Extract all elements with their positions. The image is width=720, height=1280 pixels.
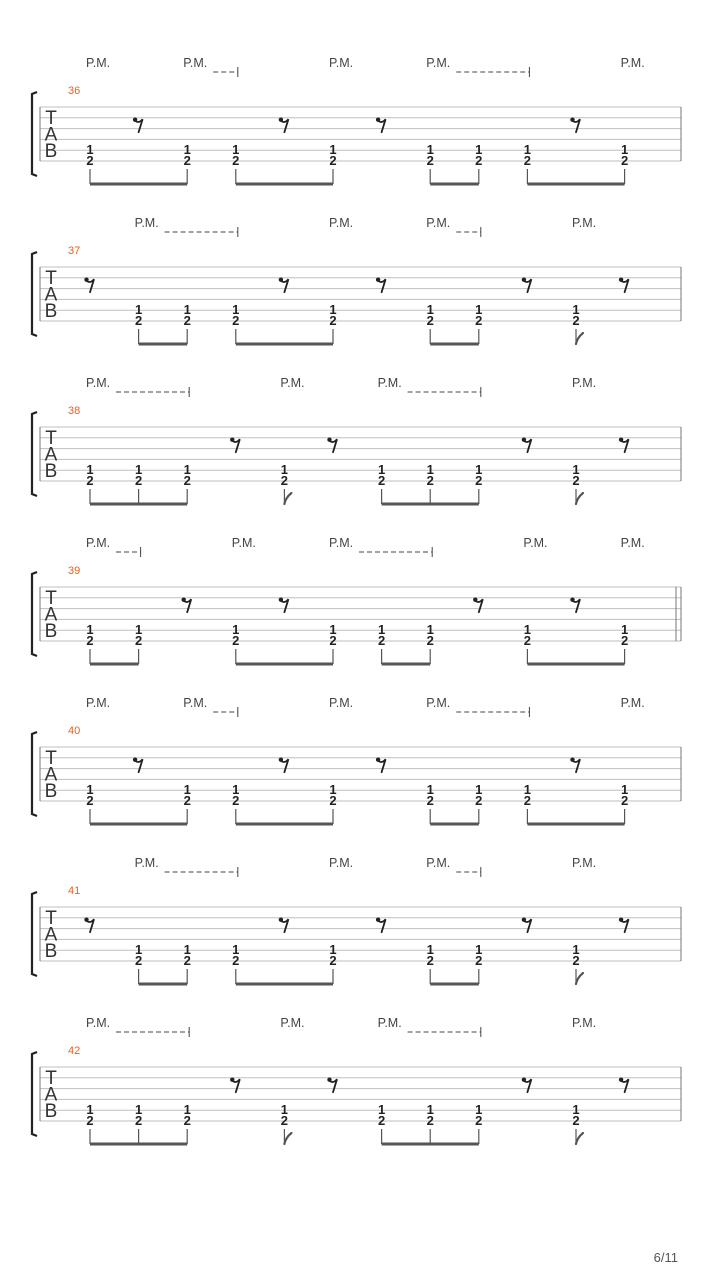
palm-mute-label: P.M. (329, 56, 354, 70)
eighth-rest-dot (84, 278, 88, 282)
eighth-rest-dot (570, 758, 574, 762)
fret-number: 2 (183, 473, 191, 488)
fret-number: 1 (183, 462, 191, 478)
fret-number: 2 (475, 313, 483, 328)
fret-number: 2 (523, 633, 532, 648)
tab-clef-letter: B (44, 1101, 58, 1122)
palm-mute-label: P.M. (280, 1016, 305, 1030)
fret-number: 2 (523, 793, 532, 808)
fret-number: 1 (232, 302, 240, 318)
tab-clef-letter: T (45, 108, 57, 129)
tab-clef-letter: B (44, 941, 58, 962)
measure-number: 41 (68, 885, 81, 897)
measure-number: 37 (68, 245, 81, 257)
tab-clef-letter: A (44, 764, 58, 786)
eighth-rest-dot (279, 118, 283, 122)
tab-clef-letter: A (44, 1084, 58, 1106)
tab-clef-letter: A (44, 924, 58, 946)
fret-number: 1 (134, 462, 143, 478)
fret-number: 2 (572, 313, 580, 328)
fret-number: 2 (426, 313, 434, 328)
fret-number: 1 (475, 782, 483, 798)
tab-clef-letter: T (45, 908, 57, 929)
fret-number: 2 (232, 953, 240, 968)
tab-clef-letter: A (44, 444, 58, 466)
fret-number: 1 (377, 462, 386, 478)
fret-number: 2 (377, 473, 386, 488)
fret-number: 1 (134, 942, 143, 958)
palm-mute-label: P.M. (426, 696, 451, 710)
palm-mute-label: P.M. (134, 856, 159, 870)
fret-number: 2 (134, 1113, 143, 1128)
fret-number: 2 (183, 793, 191, 808)
eighth-rest-dot (279, 598, 283, 602)
fret-number: 2 (426, 1113, 434, 1128)
palm-mute-label: P.M. (183, 56, 208, 70)
fret-number: 1 (183, 302, 191, 318)
system-bracket (32, 412, 37, 496)
eighth-rest-dot (279, 278, 283, 282)
palm-mute-label: P.M. (572, 376, 597, 390)
fret-number: 1 (426, 302, 434, 318)
eighth-rest-dot (522, 438, 526, 442)
note-flag (576, 493, 583, 504)
fret-number: 2 (183, 153, 191, 168)
fret-number: 2 (426, 793, 434, 808)
fret-number: 2 (232, 313, 240, 328)
eighth-rest-dot (133, 758, 137, 762)
fret-number: 1 (426, 142, 434, 158)
fret-number: 2 (475, 953, 483, 968)
fret-number: 1 (475, 462, 483, 478)
measure-number: 39 (68, 565, 81, 577)
palm-mute-label: P.M. (86, 1016, 111, 1030)
palm-mute-label: P.M. (572, 1016, 597, 1030)
fret-number: 1 (183, 142, 191, 158)
fret-number: 1 (572, 1102, 580, 1118)
fret-number: 2 (134, 633, 143, 648)
fret-number: 2 (134, 313, 143, 328)
fret-number: 1 (523, 142, 532, 158)
measure-number: 38 (68, 405, 81, 417)
fret-number: 2 (134, 953, 143, 968)
note-flag (576, 333, 583, 344)
note-flag (284, 493, 291, 504)
tab-clef-letter: B (44, 301, 58, 322)
fret-number: 2 (86, 1113, 94, 1128)
tab-clef-letter: B (44, 461, 58, 482)
palm-mute-label: P.M. (183, 696, 208, 710)
fret-number: 1 (572, 302, 580, 318)
fret-number: 1 (329, 622, 337, 638)
fret-number: 2 (377, 633, 386, 648)
fret-number: 1 (232, 622, 240, 638)
fret-number: 2 (572, 1113, 580, 1128)
eighth-rest-dot (279, 758, 283, 762)
fret-number: 1 (475, 302, 483, 318)
fret-number: 1 (523, 782, 532, 798)
tab-clef-letter: T (45, 748, 57, 769)
fret-number: 2 (232, 793, 240, 808)
fret-number: 2 (475, 793, 483, 808)
fret-number: 1 (86, 622, 94, 638)
note-flag (576, 1133, 583, 1144)
measure-number: 40 (68, 725, 81, 737)
palm-mute-label: P.M. (572, 856, 597, 870)
palm-mute-label: P.M. (426, 216, 451, 230)
fret-number: 1 (86, 782, 94, 798)
fret-number: 1 (572, 942, 580, 958)
tab-clef-letter: T (45, 428, 57, 449)
eighth-rest-dot (473, 598, 477, 602)
fret-number: 2 (426, 153, 434, 168)
fret-number: 2 (523, 153, 532, 168)
palm-mute-label: P.M. (231, 536, 256, 550)
palm-mute-label: P.M. (329, 696, 354, 710)
fret-number: 2 (329, 153, 337, 168)
fret-number: 1 (134, 622, 143, 638)
fret-number: 2 (620, 793, 629, 808)
fret-number: 1 (183, 782, 191, 798)
fret-number: 2 (426, 953, 434, 968)
palm-mute-label: P.M. (426, 856, 451, 870)
tab-clef-letter: T (45, 268, 57, 289)
fret-number: 1 (280, 1102, 289, 1118)
palm-mute-label: P.M. (86, 376, 111, 390)
fret-number: 1 (86, 1102, 94, 1118)
eighth-rest-dot (522, 918, 526, 922)
fret-number: 1 (280, 462, 289, 478)
eighth-rest-dot (522, 1078, 526, 1082)
eighth-rest-dot (376, 278, 380, 282)
fret-number: 1 (475, 1102, 483, 1118)
palm-mute-label: P.M. (426, 56, 451, 70)
fret-number: 1 (426, 462, 434, 478)
system-bracket (32, 892, 37, 976)
eighth-rest-dot (327, 438, 331, 442)
fret-number: 2 (475, 153, 483, 168)
fret-number: 2 (377, 1113, 386, 1128)
palm-mute-label: P.M. (377, 1016, 402, 1030)
system-bracket (32, 572, 37, 656)
fret-number: 1 (232, 942, 240, 958)
system-bracket (32, 252, 37, 336)
eighth-rest-dot (376, 758, 380, 762)
fret-number: 2 (329, 793, 337, 808)
fret-number: 1 (475, 142, 483, 158)
eighth-rest-dot (570, 598, 574, 602)
note-flag (576, 973, 583, 984)
fret-number: 2 (86, 793, 94, 808)
fret-number: 1 (86, 142, 94, 158)
fret-number: 1 (572, 462, 580, 478)
fret-number: 2 (475, 473, 483, 488)
fret-number: 1 (329, 302, 337, 318)
palm-mute-label: P.M. (329, 856, 354, 870)
fret-number: 2 (183, 1113, 191, 1128)
palm-mute-label: P.M. (134, 216, 159, 230)
palm-mute-label: P.M. (86, 536, 111, 550)
fret-number: 1 (183, 1102, 191, 1118)
eighth-rest-dot (230, 438, 234, 442)
fret-number: 2 (572, 953, 580, 968)
fret-number: 1 (134, 1102, 143, 1118)
eighth-rest-dot (84, 918, 88, 922)
tab-clef-letter: T (45, 588, 57, 609)
fret-number: 1 (329, 142, 337, 158)
measure-number: 36 (68, 85, 81, 97)
fret-number: 1 (620, 622, 629, 638)
eighth-rest-dot (619, 278, 623, 282)
eighth-rest-dot (376, 118, 380, 122)
note-flag (284, 1133, 291, 1144)
fret-number: 2 (572, 473, 580, 488)
fret-number: 2 (86, 153, 94, 168)
fret-number: 1 (620, 142, 629, 158)
palm-mute-label: P.M. (280, 376, 305, 390)
fret-number: 1 (86, 462, 94, 478)
palm-mute-label: P.M. (620, 696, 645, 710)
fret-number: 1 (329, 782, 337, 798)
palm-mute-label: P.M. (572, 216, 597, 230)
fret-number: 2 (86, 473, 94, 488)
system-bracket (32, 732, 37, 816)
tab-clef-letter: A (44, 604, 58, 626)
fret-number: 1 (377, 622, 386, 638)
fret-number: 2 (475, 1113, 483, 1128)
eighth-rest-dot (327, 1078, 331, 1082)
measure-number: 42 (68, 1045, 81, 1057)
tab-clef-letter: T (45, 1068, 57, 1089)
fret-number: 2 (329, 633, 337, 648)
system-bracket (32, 1052, 37, 1136)
fret-number: 2 (232, 633, 240, 648)
tab-clef-letter: B (44, 621, 58, 642)
tab-clef-letter: B (44, 781, 58, 802)
fret-number: 2 (620, 633, 629, 648)
eighth-rest-dot (279, 918, 283, 922)
eighth-rest-dot (619, 1078, 623, 1082)
fret-number: 2 (183, 953, 191, 968)
palm-mute-label: P.M. (329, 536, 354, 550)
eighth-rest-dot (522, 278, 526, 282)
fret-number: 2 (280, 1113, 289, 1128)
fret-number: 1 (134, 302, 143, 318)
fret-number: 1 (232, 782, 240, 798)
eighth-rest-dot (619, 438, 623, 442)
fret-number: 2 (280, 473, 289, 488)
page-number: 6/11 (653, 1250, 678, 1265)
fret-number: 2 (426, 473, 434, 488)
eighth-rest-dot (570, 118, 574, 122)
fret-number: 1 (377, 1102, 386, 1118)
fret-number: 2 (426, 633, 434, 648)
fret-number: 1 (426, 942, 434, 958)
fret-number: 2 (183, 313, 191, 328)
fret-number: 1 (523, 622, 532, 638)
fret-number: 2 (86, 633, 94, 648)
palm-mute-label: P.M. (377, 376, 402, 390)
fret-number: 2 (329, 953, 337, 968)
fret-number: 2 (329, 313, 337, 328)
fret-number: 2 (232, 153, 240, 168)
palm-mute-label: P.M. (329, 216, 354, 230)
palm-mute-label: P.M. (620, 536, 645, 550)
fret-number: 1 (426, 622, 434, 638)
fret-number: 1 (426, 782, 434, 798)
eighth-rest-dot (133, 118, 137, 122)
tab-clef-letter: A (44, 284, 58, 306)
fret-number: 2 (620, 153, 629, 168)
tab-clef-letter: A (44, 124, 58, 146)
palm-mute-label: P.M. (86, 696, 111, 710)
eighth-rest-dot (619, 918, 623, 922)
palm-mute-label: P.M. (86, 56, 111, 70)
fret-number: 1 (475, 942, 483, 958)
eighth-rest-dot (376, 918, 380, 922)
fret-number: 1 (232, 142, 240, 158)
eighth-rest-dot (182, 598, 186, 602)
tab-clef-letter: B (44, 141, 58, 162)
fret-number: 1 (183, 942, 191, 958)
system-bracket (32, 92, 37, 176)
fret-number: 1 (620, 782, 629, 798)
fret-number: 1 (426, 1102, 434, 1118)
fret-number: 1 (329, 942, 337, 958)
fret-number: 2 (134, 473, 143, 488)
palm-mute-label: P.M. (620, 56, 645, 70)
palm-mute-label: P.M. (523, 536, 548, 550)
eighth-rest-dot (230, 1078, 234, 1082)
